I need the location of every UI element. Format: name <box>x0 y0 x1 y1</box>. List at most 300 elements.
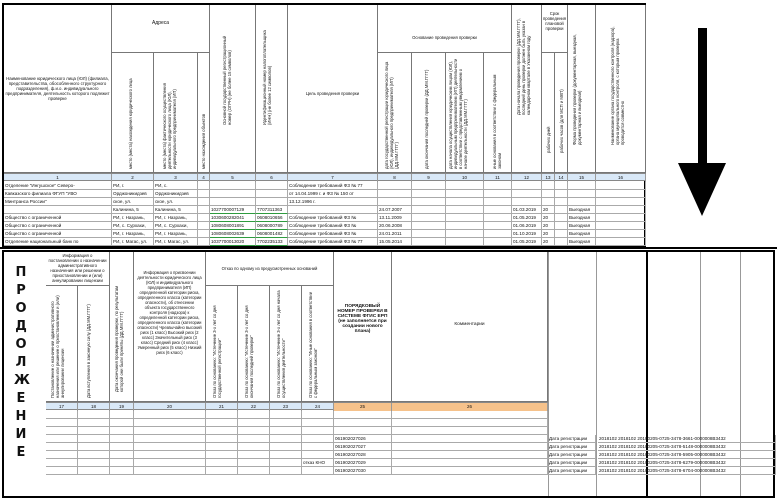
empty-cell[interactable] <box>270 419 302 427</box>
table-row <box>0 214 646 222</box>
cell-name[interactable]: Общество с ограниченной <box>4 214 112 222</box>
empty-cell[interactable] <box>238 411 270 419</box>
cell-d2[interactable] <box>412 238 446 246</box>
empty-cell[interactable] <box>78 451 110 459</box>
cell-name[interactable]: Кавказского филиала ФГУП "УВО <box>4 190 112 198</box>
empty-cell[interactable] <box>134 459 206 467</box>
cell-organ[interactable] <box>596 198 646 206</box>
col-num: 17 <box>46 403 78 411</box>
table-row <box>0 443 777 451</box>
cell-d2[interactable] <box>412 222 446 230</box>
empty-cell[interactable] <box>334 427 392 435</box>
col-num: 4 <box>198 174 210 182</box>
col-num: 8 <box>378 174 412 182</box>
cell-inn[interactable] <box>256 182 288 190</box>
cell-d2[interactable] <box>412 230 446 238</box>
cell-form[interactable] <box>568 190 596 198</box>
empty-cell[interactable] <box>270 411 302 419</box>
empty-cell[interactable] <box>392 411 548 419</box>
cell-purpose[interactable]: Соблюдение требований ФЗ № <box>288 230 378 238</box>
cell-d1[interactable]: 13.11.2009 <box>378 214 412 222</box>
cell-erp-number[interactable]: 061902027030 <box>334 467 392 475</box>
cell-addr2[interactable]: РИ, с. Сурхахи, <box>154 222 198 230</box>
empty-cell[interactable] <box>110 443 134 451</box>
cell-name[interactable]: Общество с ограниченной <box>4 222 112 230</box>
empty-cell[interactable] <box>46 435 78 443</box>
cell-organ[interactable] <box>596 182 646 190</box>
cell-addr1[interactable]: РИ, г. <box>112 182 154 190</box>
cell-refusal-other[interactable] <box>302 467 334 475</box>
cell-d4[interactable] <box>484 182 512 190</box>
cell-inn[interactable] <box>256 190 288 198</box>
top-column-numbers <box>4 173 646 181</box>
col-num: 5 <box>210 174 256 182</box>
empty-cell[interactable] <box>392 427 548 435</box>
cell-d2[interactable] <box>412 190 446 198</box>
cell-registration-label[interactable]: Дата регистрации <box>548 443 596 451</box>
col-num: 22 <box>238 403 270 411</box>
cell-addr1[interactable]: РИ, г. Магас, ул. <box>112 238 154 246</box>
cell-d3[interactable] <box>446 238 484 246</box>
empty-cell[interactable] <box>110 467 134 475</box>
cell-refusal-other[interactable] <box>302 443 334 451</box>
empty-cell[interactable] <box>270 435 302 443</box>
cell-hours[interactable] <box>555 190 568 198</box>
empty-cell[interactable] <box>78 443 110 451</box>
cell-inn[interactable]: 0608010656 <box>256 214 288 222</box>
cell-d3[interactable] <box>446 182 484 190</box>
empty-cell[interactable] <box>392 419 548 427</box>
header-25-erp: ПОРЯДКОВЫЙ НОМЕР ПРОВЕРКИ В СИСТЕМЕ ФГИС ЕРП (не заполняется при создании нового плана) <box>334 252 392 402</box>
header-ogrn: Основной государственный регистрационный номер (ОГРН) (не более 15 символов) <box>210 5 256 173</box>
continuation-letter: Ж <box>14 373 30 388</box>
continuation-letter: П <box>15 265 27 280</box>
empty-cell[interactable] <box>110 435 134 443</box>
empty-cell[interactable] <box>238 419 270 427</box>
empty-cell[interactable] <box>78 435 110 443</box>
cell-comments[interactable] <box>392 451 548 459</box>
header-22: Отказ по основанию: "Истечение 3-х лет со дня окончания последней проверки" <box>238 286 270 402</box>
cell-hours[interactable] <box>555 198 568 206</box>
col-num: 2 <box>112 174 154 182</box>
table-row <box>0 182 646 190</box>
header-address-3: место нахождения объектов <box>198 53 210 173</box>
empty-cell[interactable] <box>46 419 78 427</box>
header-basis-2: дата окончания последней проверки (ДД.ММ.ГГГГ) <box>412 53 446 173</box>
col-num: 9 <box>412 174 446 182</box>
cell-d1[interactable]: 24.01.2011 <box>378 230 412 238</box>
cell-purpose[interactable]: от 14.04.1999 г. и ФЗ № 150 от <box>288 190 378 198</box>
empty-cell[interactable] <box>238 467 270 475</box>
table-row <box>0 451 777 459</box>
cell-inn[interactable]: 0608001482 <box>256 230 288 238</box>
col-num: 13 <box>542 174 555 182</box>
cell-days[interactable] <box>542 182 555 190</box>
continuation-letter: И <box>15 427 27 442</box>
cell-name[interactable]: Минтранса России" <box>4 198 112 206</box>
cell-start[interactable]: 01.05.2019 <box>512 238 542 246</box>
cell-start[interactable] <box>512 198 542 206</box>
cell-ogrn[interactable]: 1030600282041 <box>210 214 256 222</box>
cell-addr2[interactable]: Калинина, 5 <box>154 206 198 214</box>
cell-addr1[interactable]: ское, ул. <box>112 198 154 206</box>
col-num: 14 <box>555 174 568 182</box>
bottom-column-numbers <box>46 402 548 410</box>
cell-form[interactable]: Выездная <box>568 230 596 238</box>
cell-start[interactable] <box>512 190 542 198</box>
cell-name[interactable]: Отделение национальный банк по <box>4 238 112 246</box>
cell-addr3[interactable] <box>198 182 210 190</box>
empty-cell[interactable] <box>46 427 78 435</box>
cell-purpose[interactable]: Соблюдение требований ФЗ № 77 <box>288 182 378 190</box>
col-num: 16 <box>596 174 646 182</box>
col-num: 12 <box>512 174 542 182</box>
cell-d4[interactable] <box>484 230 512 238</box>
cell-hours[interactable] <box>555 238 568 246</box>
cell-purpose[interactable]: Соблюдение требований ФЗ № <box>288 214 378 222</box>
section-divider <box>0 247 777 249</box>
empty-cell[interactable] <box>238 443 270 451</box>
cell-comments[interactable] <box>392 467 548 475</box>
cell-ogrn[interactable]: 1080608002639 <box>210 230 256 238</box>
cell-hours[interactable] <box>555 214 568 222</box>
col-num: 25 <box>334 403 392 411</box>
col-num: 26 <box>392 403 548 411</box>
empty-cell[interactable] <box>46 459 78 467</box>
cell-addr1[interactable]: РИ, г. Назрань, <box>112 214 154 222</box>
empty-cell[interactable] <box>46 451 78 459</box>
empty-cell[interactable] <box>110 451 134 459</box>
cell-addr3[interactable] <box>198 206 210 214</box>
cell-erp-number[interactable]: 061902027026 <box>334 435 392 443</box>
header-18: Дата вступления в законную силу (ДД.ММ.ГГГГ) <box>78 286 110 402</box>
empty-cell[interactable] <box>134 443 206 451</box>
cell-d4[interactable] <box>484 214 512 222</box>
header-21: Отказ по основанию: "Истечение 3-х лет со дня государственной регистрации" <box>206 286 238 402</box>
empty-cell[interactable] <box>46 467 78 475</box>
empty-cell[interactable] <box>302 411 334 419</box>
cell-form[interactable] <box>568 182 596 190</box>
cell-days[interactable]: 20 <box>542 214 555 222</box>
empty-cell[interactable] <box>134 451 206 459</box>
header-term-hours: рабочих часов (для МСП и МКП) <box>555 53 568 173</box>
cell-d3[interactable] <box>446 190 484 198</box>
cell-hours[interactable] <box>555 222 568 230</box>
empty-cell[interactable] <box>206 427 238 435</box>
cell-addr1[interactable]: Калинина, 5 <box>112 206 154 214</box>
empty-cell[interactable] <box>78 427 110 435</box>
empty-cell[interactable] <box>270 443 302 451</box>
cell-purpose[interactable]: Соблюдение требований ФЗ № <box>288 222 378 230</box>
continuation-letter: Е <box>16 391 26 406</box>
continuation-letter: Л <box>15 355 27 370</box>
empty-cell[interactable] <box>206 451 238 459</box>
cell-organ[interactable] <box>596 214 646 222</box>
cell-ogrn[interactable] <box>210 182 256 190</box>
cell-registration-codes[interactable]: 2018102 2018102 20180205-0725-3478-6279-0000008B3432 <box>598 459 776 467</box>
header-basis-3: дата начала осуществления юридическим лицом (ЮЛ), индивидуальным предпринимателем (ИП) деятельности в соответствии с представленным уведомлением о начале деятельности (ДД.ММ.ГГГГ) <box>446 53 484 173</box>
cell-d3[interactable] <box>446 222 484 230</box>
cell-days[interactable]: 20 <box>542 230 555 238</box>
cell-ogrn[interactable]: 1080608001891 <box>210 222 256 230</box>
empty-cell[interactable] <box>78 411 110 419</box>
cell-organ[interactable] <box>596 230 646 238</box>
cell-d4[interactable] <box>484 206 512 214</box>
cell-organ[interactable] <box>596 238 646 246</box>
header-basis-group: Основание проведения проверки <box>378 5 512 53</box>
cell-addr3[interactable] <box>198 190 210 198</box>
cell-purpose[interactable] <box>288 206 378 214</box>
empty-cell[interactable] <box>206 435 238 443</box>
cell-form[interactable]: Выездная <box>568 222 596 230</box>
col-num: 23 <box>270 403 302 411</box>
cell-d2[interactable] <box>412 214 446 222</box>
empty-cell[interactable] <box>270 451 302 459</box>
empty-cell[interactable] <box>134 411 206 419</box>
empty-cell[interactable] <box>270 459 302 467</box>
cell-days[interactable]: 20 <box>542 222 555 230</box>
cell-ogrn[interactable]: 1027700007129 <box>210 206 256 214</box>
cell-name[interactable]: Общество с ограниченной <box>4 230 112 238</box>
empty-cell[interactable] <box>206 419 238 427</box>
cell-name[interactable] <box>4 206 112 214</box>
cell-addr2[interactable]: РИ, с. <box>154 182 198 190</box>
cell-ogrn[interactable]: 1037700013020 <box>210 238 256 246</box>
cell-addr2[interactable]: РИ, г. Назрань, <box>154 230 198 238</box>
continuation-letter: О <box>15 337 27 352</box>
cell-addr1[interactable]: РИ, с. Сурхахи, <box>112 222 154 230</box>
cell-ogrn[interactable] <box>210 190 256 198</box>
cell-form[interactable]: Выездная <box>568 238 596 246</box>
cell-addr1[interactable]: РИ, г. Назрань, <box>112 230 154 238</box>
table-row <box>0 435 777 443</box>
col-num: 19 <box>110 403 134 411</box>
cell-refusal-other[interactable] <box>302 451 334 459</box>
header-basis-1: дата государственной регистрации юридического лица (ЮЛ), индивидуального предпринимателя (ИП) (ДД.ММ.ГГГГ) <box>378 53 412 173</box>
cell-d1[interactable]: 20.06.2008 <box>378 222 412 230</box>
cell-d3[interactable] <box>446 206 484 214</box>
table-row <box>0 230 646 238</box>
cell-days[interactable] <box>542 198 555 206</box>
cell-hours[interactable] <box>555 230 568 238</box>
table-row <box>0 459 777 467</box>
cell-d1[interactable]: 15.05.2014 <box>378 238 412 246</box>
empty-cell[interactable] <box>302 427 334 435</box>
cell-ogrn[interactable] <box>210 198 256 206</box>
cell-days[interactable]: 20 <box>542 206 555 214</box>
cell-d4[interactable] <box>484 238 512 246</box>
cell-name[interactable]: Отделение "Ингушское" Северо- <box>4 182 112 190</box>
cell-form[interactable] <box>568 198 596 206</box>
continuation-letter: О <box>15 301 27 316</box>
cell-erp-number[interactable]: 061902027029 <box>334 459 392 467</box>
col-num: 20 <box>134 403 206 411</box>
empty-cell[interactable] <box>302 419 334 427</box>
header-start-date: Дата начала проведения проверки (ДД.ММ.ГГГГ), последний день проверки должен быть указан в календарном квартале в Указанном году <box>512 5 542 173</box>
cell-d3[interactable] <box>446 198 484 206</box>
cell-addr3[interactable] <box>198 238 210 246</box>
header-17: Постановление о назначении административного назначения или решение о приостановлении и (или) аннулировании лицензии <box>46 286 78 402</box>
cell-addr2[interactable]: Орджоникидзев <box>154 190 198 198</box>
empty-cell[interactable] <box>110 459 134 467</box>
header-term-days: рабочих дней <box>542 53 555 173</box>
col-num: 21 <box>206 403 238 411</box>
cell-comments[interactable] <box>392 459 548 467</box>
cell-addr2[interactable]: РИ, г. Назрань, <box>154 214 198 222</box>
cell-d2[interactable] <box>412 198 446 206</box>
empty-cell[interactable] <box>134 435 206 443</box>
cell-start[interactable]: 01.03.2019 <box>512 206 542 214</box>
col-num: 15 <box>568 174 596 182</box>
cell-addr3[interactable] <box>198 198 210 206</box>
header-23: Отказ по основанию: "Истечение 3-х лет со дня начала осуществления деятельности" <box>270 286 302 402</box>
col-num: 3 <box>154 174 198 182</box>
cell-d1[interactable] <box>378 190 412 198</box>
cell-d2[interactable] <box>412 182 446 190</box>
cell-registration-label[interactable]: Дата регистрации <box>548 459 596 467</box>
table-row <box>0 206 646 214</box>
empty-cell[interactable] <box>334 419 392 427</box>
cell-days[interactable]: 20 <box>542 238 555 246</box>
empty-cell[interactable] <box>78 459 110 467</box>
empty-cell[interactable] <box>334 411 392 419</box>
cell-inn[interactable]: 7707311363 <box>256 206 288 214</box>
cell-d4[interactable] <box>484 222 512 230</box>
col-num: 18 <box>78 403 110 411</box>
header-purpose: Цель проведения проверки <box>288 5 378 173</box>
cell-refusal-other[interactable]: отказ КНО <box>302 459 334 467</box>
header-17-18-group: Информация о постановлении о назначении административного назначения или решении о приостановлении и (или) аннулировании лицензии <box>46 252 110 286</box>
table-row <box>0 198 646 206</box>
col-num: 1 <box>4 174 112 182</box>
header-24: Отказ по основанию: "Иные основания в соответствии с федеральным законом" <box>302 286 334 402</box>
cell-d3[interactable] <box>446 230 484 238</box>
empty-cell[interactable] <box>110 411 134 419</box>
cell-erp-number[interactable]: 061902027028 <box>334 451 392 459</box>
cell-purpose[interactable]: Соблюдение требований ФЗ № 77 <box>288 238 378 246</box>
cell-form[interactable]: Выездная <box>568 214 596 222</box>
cell-purpose[interactable]: 13.12.1996 г. <box>288 198 378 206</box>
header-basis-4: иные основания в соответствии с федеральным законом <box>484 53 512 173</box>
cell-erp-number[interactable]: 061902027027 <box>334 443 392 451</box>
cell-d2[interactable] <box>412 206 446 214</box>
table-row <box>0 467 777 475</box>
col-num: 6 <box>256 174 288 182</box>
down-arrow-icon <box>672 28 732 218</box>
header-term-group: Срок проведения плановой проверки <box>542 5 568 53</box>
empty-cell[interactable] <box>270 427 302 435</box>
cell-start[interactable]: 01.06.2019 <box>512 222 542 230</box>
continuation-letter: Н <box>15 409 27 424</box>
cell-registration-label[interactable]: Дата регистрации <box>548 435 596 443</box>
cell-comments[interactable] <box>392 435 548 443</box>
empty-cell[interactable] <box>46 443 78 451</box>
cell-inn[interactable] <box>256 198 288 206</box>
empty-cell[interactable] <box>206 443 238 451</box>
cell-d4[interactable] <box>484 198 512 206</box>
empty-cell[interactable] <box>206 411 238 419</box>
empty-cell[interactable] <box>238 427 270 435</box>
cell-addr3[interactable] <box>198 230 210 238</box>
cell-refusal-other[interactable] <box>302 435 334 443</box>
col-num: 11 <box>484 174 512 182</box>
col-num: 7 <box>288 174 378 182</box>
cell-registration-label[interactable]: Дата регистрации <box>548 451 596 459</box>
empty-cell[interactable] <box>46 411 78 419</box>
empty-cell[interactable] <box>206 467 238 475</box>
empty-cell[interactable] <box>134 419 206 427</box>
col-num: 10 <box>446 174 484 182</box>
cell-d4[interactable] <box>484 190 512 198</box>
cell-d3[interactable] <box>446 214 484 222</box>
col-num: 24 <box>302 403 334 411</box>
cell-addr3[interactable] <box>198 214 210 222</box>
empty-cell[interactable] <box>134 467 206 475</box>
table-row <box>0 238 646 246</box>
cell-organ[interactable] <box>596 222 646 230</box>
cell-start[interactable]: 01.10.2019 <box>512 230 542 238</box>
cell-hours[interactable] <box>555 206 568 214</box>
empty-cell[interactable] <box>238 459 270 467</box>
header-19: Дата окончания проведения проверки, по результатам которой они были приняты (ДД.ММ.ГГГГ) <box>110 252 134 402</box>
empty-cell[interactable] <box>206 459 238 467</box>
cell-registration-label[interactable]: Дата регистрации <box>548 467 596 475</box>
header-address-1: место (места) нахождения юридического лица <box>112 53 154 173</box>
continuation-letter: Р <box>16 283 26 298</box>
empty-cell[interactable] <box>110 427 134 435</box>
cell-comments[interactable] <box>392 443 548 451</box>
empty-cell[interactable] <box>238 451 270 459</box>
cell-d1[interactable]: 24.07.2007 <box>378 206 412 214</box>
empty-cell[interactable] <box>134 427 206 435</box>
cell-addr3[interactable] <box>198 222 210 230</box>
cell-organ[interactable] <box>596 190 646 198</box>
cell-addr1[interactable]: Орджоникидзев <box>112 190 154 198</box>
empty-cell[interactable] <box>78 467 110 475</box>
cell-start[interactable] <box>512 182 542 190</box>
cell-addr2[interactable]: ское, ул. <box>154 198 198 206</box>
cell-form[interactable]: Выездная <box>568 206 596 214</box>
header-address-2: место (места) фактического осуществления деятельности юридического лица (ЮЛ), индивидуального предпринимателя (ИП) <box>154 53 198 173</box>
empty-cell[interactable] <box>238 435 270 443</box>
header-21-24-group: Отказ по одному из предусмотренных оснований <box>206 252 334 286</box>
table-row <box>0 222 646 230</box>
cell-inn[interactable]: 0608000789 <box>256 222 288 230</box>
cell-start[interactable]: 01.05.2019 <box>512 214 542 222</box>
cell-days[interactable] <box>542 190 555 198</box>
cell-d1[interactable] <box>378 198 412 206</box>
empty-cell[interactable] <box>110 419 134 427</box>
cell-registration-codes[interactable]: 2018102 2018102 20180205-0725-3478-5148-0000008B3432 <box>598 443 776 451</box>
header-form: Форма проведения проверки (документарная, выездная, документарная и выездная) <box>568 5 596 173</box>
header-26-comments: Комментарии <box>392 252 548 402</box>
header-organ: Наименование органа государственного контроля (надзора), органа муниципального контроля, с которым проверка проводится совместно <box>596 5 646 173</box>
header-org-name: Наименование юридического лица (ЮЛ) (филиала, представительства, обособленного структурного подразделения), ф.и.о. индивидуального предпринимателя, деятельность которого подлежит проверке <box>4 5 112 173</box>
empty-cell[interactable] <box>270 467 302 475</box>
cell-registration-codes[interactable]: 2018102 2018102 20180205-0725-3478-3661-0000008B3432 <box>598 435 776 443</box>
cell-hours[interactable] <box>555 182 568 190</box>
cell-addr2[interactable]: РИ, г. Магас, ул. <box>154 238 198 246</box>
empty-cell[interactable] <box>78 419 110 427</box>
header-inn: Идентификационный номер налогоплательщика (ИНН) (не более 12 символов) <box>256 5 288 173</box>
cell-registration-codes[interactable]: 2018102 2018102 20180205-0725-3478-6704-0000008B3432 <box>598 467 776 475</box>
cell-organ[interactable] <box>596 206 646 214</box>
continuation-letter: Е <box>16 445 26 460</box>
cell-d1[interactable] <box>378 182 412 190</box>
header-20: Информация о присвоении деятельности юридического лица (ЮЛ) и индивидуального предпринимателя (ИП) определенной категории риска, определенного класса (категории опасности), об отнесении объекта государственного контроля (надзора) к определенной категории риска, определенного класса (категории опасности) Чрезвычайно высокий риск (1 класс) Высокий риск (2 класс) Значительный риск (3 класс) Средний риск (4 класс) Умеренный риск (5 класс) Низкий риск (6 класс) <box>134 252 206 402</box>
cell-inn[interactable]: 7702235133 <box>256 238 288 246</box>
cell-registration-codes[interactable]: 2018102 2018102 20180205-0725-3478-5905-0000008B3432 <box>598 451 776 459</box>
